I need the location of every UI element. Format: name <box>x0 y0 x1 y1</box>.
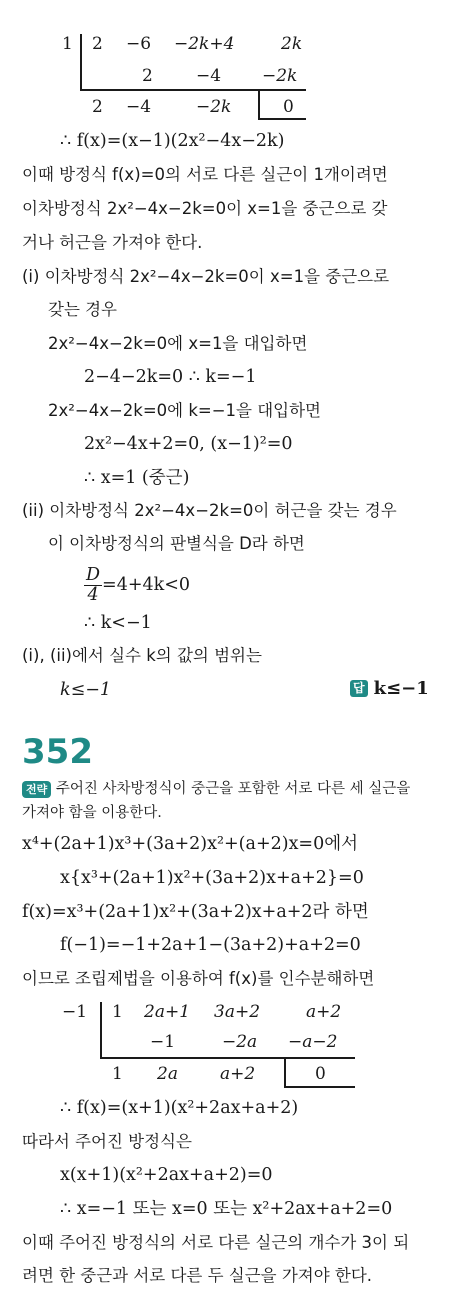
synth1-cell: −4 <box>196 66 222 86</box>
discriminant-line <box>84 565 190 605</box>
result-line: k≤−1 <box>60 680 112 700</box>
synth1-cell: −6 <box>126 34 152 54</box>
synth2-cell: 0 <box>315 1064 326 1084</box>
answer-tag: 답 <box>350 680 368 697</box>
text-line: (i), (ii)에서 실수 k의 값의 범위는 <box>22 646 262 665</box>
equation-line: f(x)=x³+(2a+1)x²+(3a+2)x+a+2라 하면 <box>22 902 369 922</box>
synth2-cell: 2a+1 <box>144 1002 191 1022</box>
equation-line: ∴ f(x)=(x−1)(2x²−4x−2k) <box>60 131 285 151</box>
equation-line: ∴ k<−1 <box>84 613 152 633</box>
equation-line: 2x²−4x+2=0, (x−1)²=0 <box>84 434 293 454</box>
strategy-text: 주어진 사차방정식이 중근을 포함한 서로 다른 세 실근을 <box>55 781 411 797</box>
strategy-line-2: 가져야 함을 이용한다. <box>22 805 162 821</box>
case-ii-heading: (ii) 이차방정식 2x²−4x−2k=0이 허근을 갖는 경우 <box>22 501 397 520</box>
text-line: 이 이차방정식의 판별식을 D라 하면 <box>48 534 305 553</box>
fraction-numerator: D <box>86 565 101 585</box>
synth1-rule <box>80 89 306 91</box>
answer <box>350 678 429 699</box>
synth1-cell: 2 <box>92 34 103 54</box>
synth2-cell: a+2 <box>220 1064 256 1084</box>
fraction-d-over-4 <box>84 566 102 605</box>
synth2-cell: 1 <box>112 1002 123 1022</box>
synth2-cell: −2a <box>222 1032 258 1052</box>
synth1-remainder-rule <box>258 118 306 120</box>
synth2-divider <box>100 1002 102 1057</box>
synth2-cell: 2a <box>157 1064 178 1084</box>
synth2-cell: 1 <box>112 1064 123 1084</box>
fraction-denominator: 4 <box>87 585 99 605</box>
text-line: 갖는 경우 <box>48 300 118 319</box>
text-line: 이때 방정식 f(x)=0의 서로 다른 실근이 1개이려면 <box>22 165 388 184</box>
case-i-heading: (i) 이차방정식 2x²−4x−2k=0이 x=1을 중근으로 <box>22 267 390 286</box>
equation-line: ∴ f(x)=(x+1)(x²+2ax+a+2) <box>60 1098 299 1118</box>
equation-line: x⁴+(2a+1)x³+(3a+2)x²+(a+2)x=0에서 <box>22 834 359 854</box>
synth2-rule <box>100 1057 355 1059</box>
synth2-divisor: −1 <box>62 1002 88 1022</box>
equation-line: 2−4−2k=0 ∴ k=−1 <box>84 367 257 387</box>
synth1-remainder-box <box>258 89 260 119</box>
discriminant-expression: =4+4k<0 <box>102 575 191 595</box>
synth2-cell: −a−2 <box>288 1032 338 1052</box>
synth1-cell: 2 <box>142 66 153 86</box>
text-line: 이때 주어진 방정식의 서로 다른 실근의 개수가 3이 되 <box>22 1233 410 1252</box>
synth2-cell: 3a+2 <box>214 1002 261 1022</box>
equation-line: x(x+1)(x²+2ax+a+2)=0 <box>60 1165 273 1185</box>
synth2-cell: −1 <box>150 1032 176 1052</box>
equation-line: ∴ x=1 (중근) <box>84 468 190 488</box>
synth2-remainder-box <box>284 1057 286 1087</box>
text-line: 이차방정식 2x²−4x−2k=0이 x=1을 중근으로 갖 <box>22 199 388 218</box>
text-line: 거나 허근을 가져야 한다. <box>22 233 203 252</box>
synth1-cell: 0 <box>283 97 294 117</box>
equation-line: 2x²−4x−2k=0에 x=1을 대입하면 <box>48 334 308 353</box>
text-line: 따라서 주어진 방정식은 <box>22 1132 192 1151</box>
equation-line: f(−1)=−1+2a+1−(3a+2)+a+2=0 <box>60 935 361 955</box>
synth2-cell: a+2 <box>306 1002 342 1022</box>
equation-line: 2x²−4x−2k=0에 k=−1을 대입하면 <box>48 401 321 420</box>
synth1-divider <box>80 34 82 89</box>
equation-line: ∴ x=−1 또는 x=0 또는 x²+2ax+a+2=0 <box>60 1199 393 1219</box>
problem-number: 352 <box>22 732 93 772</box>
synth1-cell: −2k <box>196 97 232 117</box>
equation-line: x{x³+(2a+1)x²+(3a+2)x+a+2}=0 <box>60 868 364 888</box>
synth1-cell: −2k+4 <box>174 34 235 54</box>
synth1-cell: −4 <box>126 97 152 117</box>
text-line: 이므로 조립제법을 이용하여 f(x)를 인수분해하면 <box>22 969 375 988</box>
synth1-cell: −2k <box>262 66 298 86</box>
synth1-cell: 2k <box>281 34 303 54</box>
synth1-divisor: 1 <box>62 34 73 54</box>
strategy-badge: 전략 <box>22 781 51 798</box>
synth2-remainder-rule <box>284 1086 355 1088</box>
answer-text: k≤−1 <box>373 678 429 699</box>
text-line: 려면 한 중근과 서로 다른 두 실근을 가져야 한다. <box>22 1266 373 1285</box>
synth1-cell: 2 <box>92 97 103 117</box>
strategy-line-1 <box>22 778 410 800</box>
